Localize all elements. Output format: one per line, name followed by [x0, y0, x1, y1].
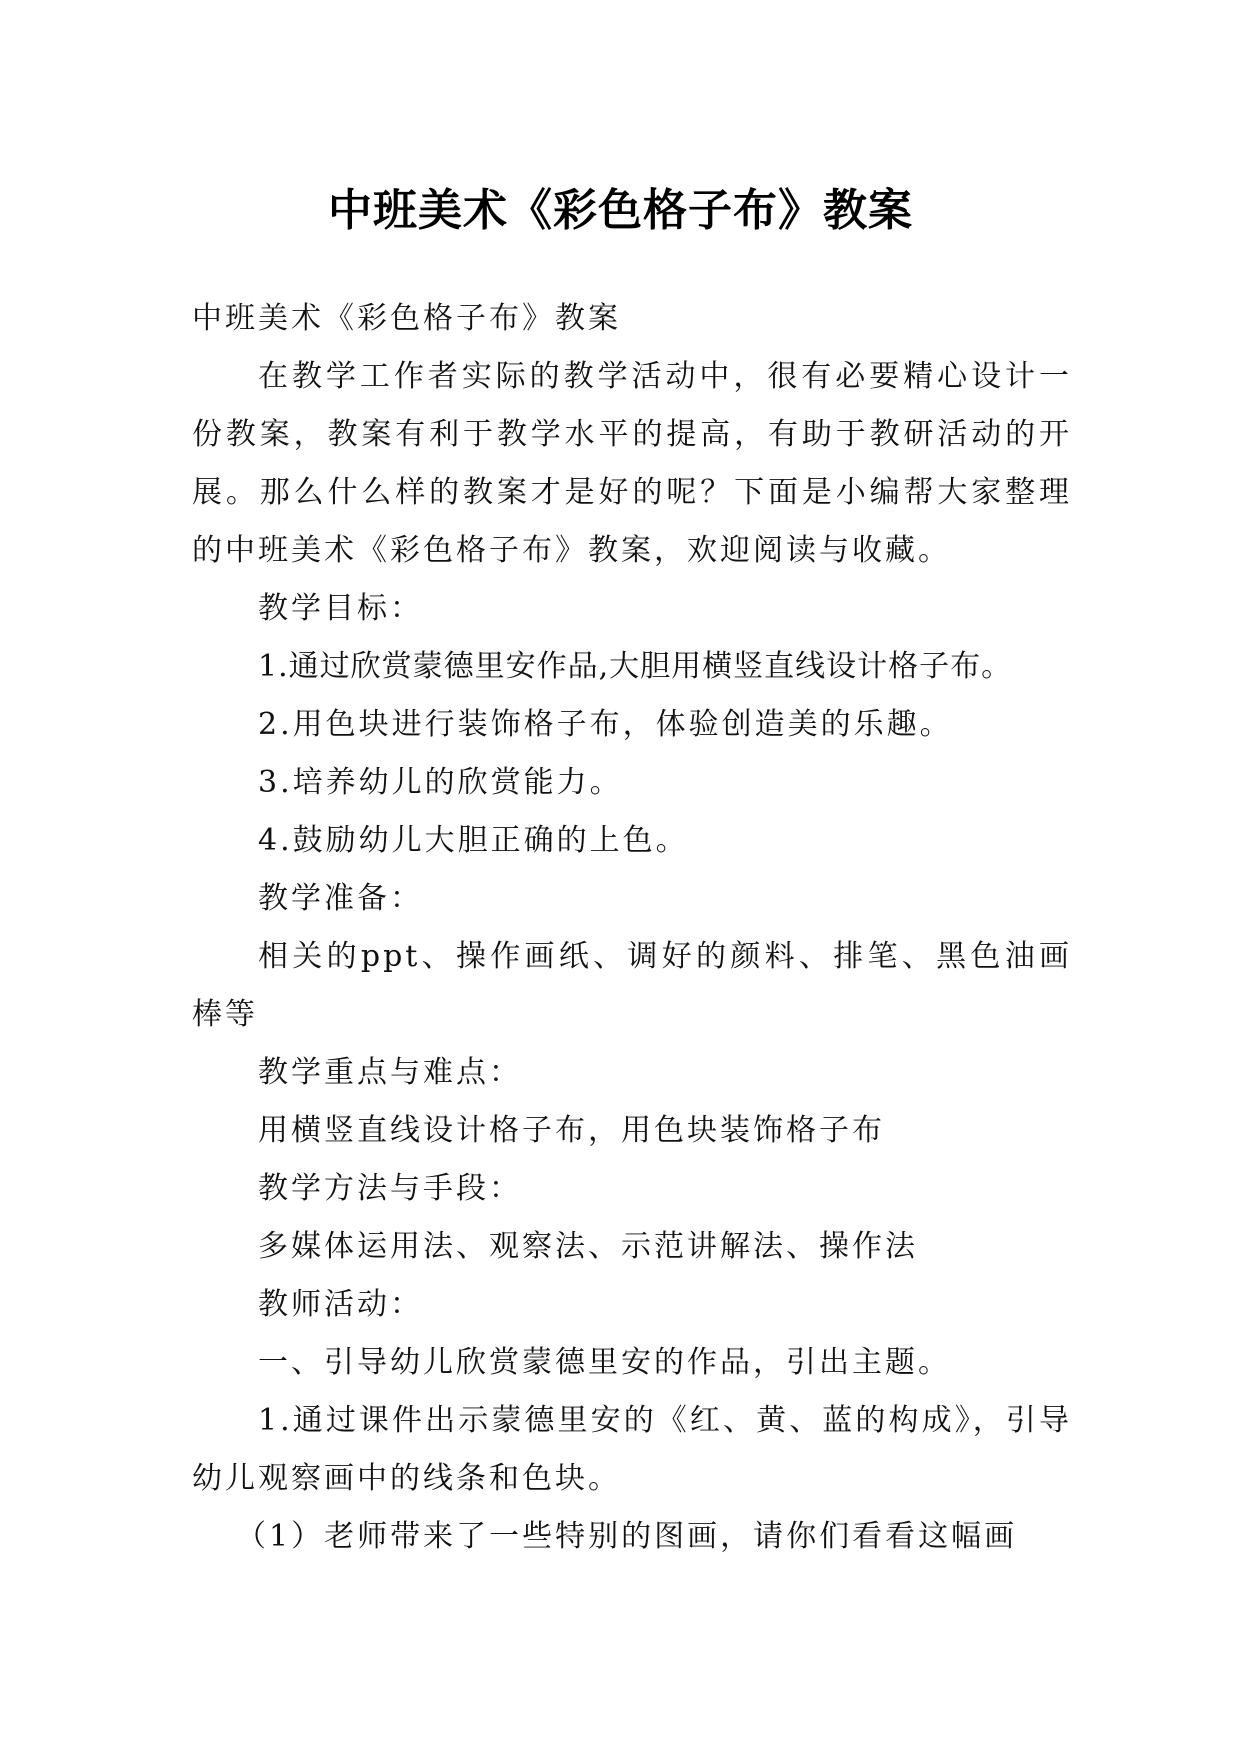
paragraph-goal-4: 4.鼓励幼儿大胆正确的上色。 [258, 823, 689, 858]
paragraph-activities-heading: 教师活动： [258, 1287, 423, 1322]
paragraph-activity-substep-1: （1）老师带来了一些特别的图画，请你们看看这幅画 [236, 1519, 1018, 1554]
paragraph-goal-2: 2.用色块进行装饰格子布，体验创造美的乐趣。 [258, 707, 953, 742]
paragraph-preparation: 相关的ppt、操作画纸、调好的颜料、排笔、黑色油画棒等 [192, 939, 1072, 1032]
paragraph-goal-3: 3.培养幼儿的欣赏能力。 [258, 765, 623, 800]
paragraph-goal-1: 1.通过欣赏蒙德里安作品,大胆用横竖直线设计格子布。 [258, 649, 1013, 684]
paragraph-intro: 在教学工作者实际的教学活动中，很有必要精心设计一份教案，教案有利于教学水平的提高，有助于教研活动的开展。那么什么样的教案才是好的呢？下面是小编帮大家整理的中班美术《彩色格子布》教案，欢迎阅读与收藏。 [192, 359, 1072, 568]
paragraph-preparation-heading: 教学准备： [258, 881, 423, 916]
paragraph-activity-section-1: 一、引导幼儿欣赏蒙德里安的作品，引出主题。 [258, 1345, 951, 1380]
paragraph-goals-heading: 教学目标： [258, 591, 423, 626]
paragraph-methods-heading: 教学方法与手段： [258, 1171, 522, 1206]
paragraph-subtitle: 中班美术《彩色格子布》教案 [192, 301, 621, 336]
paragraph-keypoints-heading: 教学重点与难点： [258, 1055, 522, 1090]
document-body [192, 290, 1072, 1566]
paragraph-activity-step-1: 1.通过课件出示蒙德里安的《红、黄、蓝的构成》，引导幼儿观察画中的线条和色块。 [192, 1403, 1072, 1496]
document-title: 中班美术《彩色格子布》教案 [328, 185, 913, 237]
paragraph-keypoints: 用横竖直线设计格子布，用色块装饰格子布 [258, 1113, 885, 1148]
paragraph-methods: 多媒体运用法、观察法、示范讲解法、操作法 [258, 1229, 918, 1264]
